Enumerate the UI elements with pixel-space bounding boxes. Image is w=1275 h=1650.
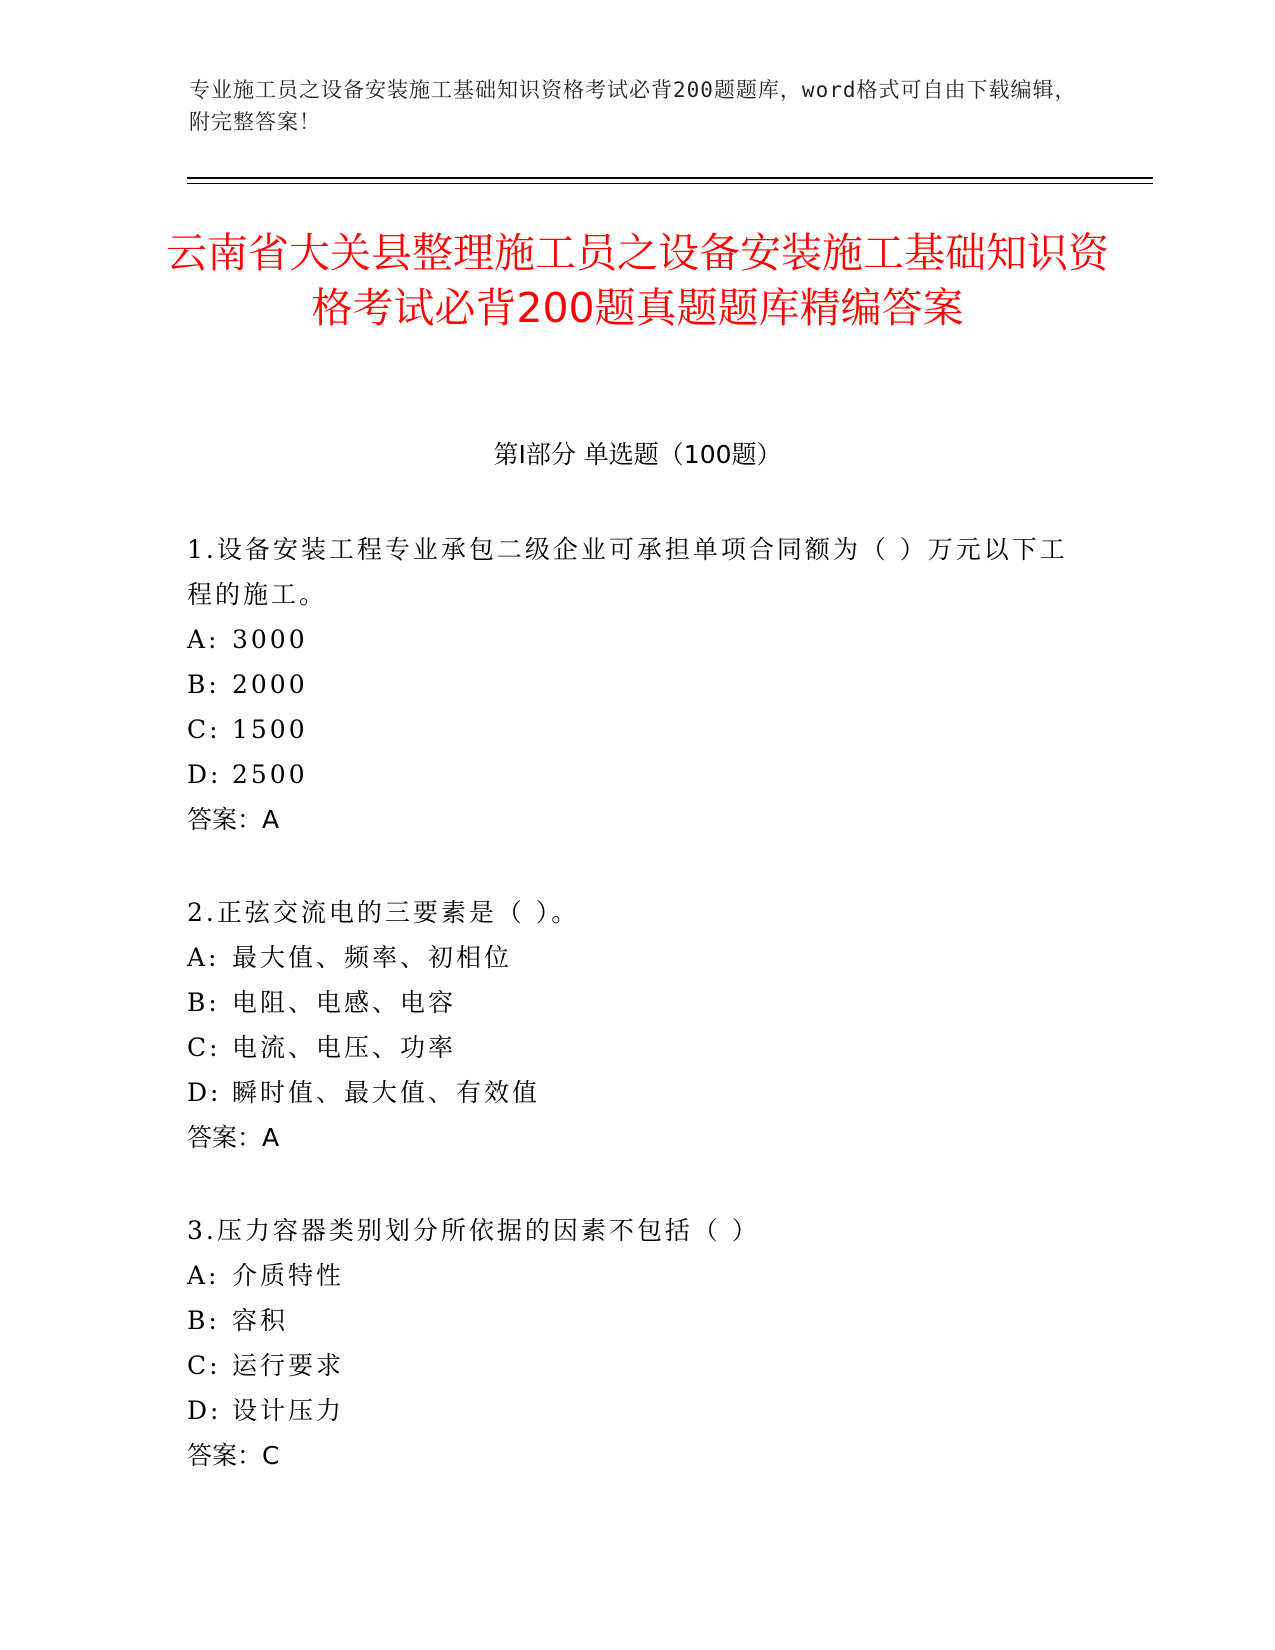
option-key: A: (187, 943, 220, 972)
option-text: 设计压力 (232, 1396, 345, 1425)
option-c (187, 1343, 1087, 1388)
question-stem: 3.压力容器类别划分所依据的因素不包括（ ） (187, 1216, 760, 1245)
option-text: 3000 (232, 625, 308, 654)
document-title: 云南省大关县整理施工员之设备安装施工基础知识资格考试必背200题真题题库精编答案 (166, 229, 1109, 332)
option-a (187, 935, 1087, 980)
option-key: A: (187, 1261, 220, 1290)
option-key: D: (187, 760, 222, 789)
section-title: 第Ⅰ部分 单选题（100题） (493, 440, 782, 469)
option-key: B: (187, 670, 220, 699)
header-note: 专业施工员之设备安装施工基础知识资格考试必背200题题库，word格式可自由下载编辑，附完整答案！ (189, 78, 1077, 134)
option-key: A: (187, 625, 220, 654)
option-b (187, 1298, 1087, 1343)
option-key: C: (187, 1033, 221, 1062)
option-d (187, 1070, 1087, 1115)
option-c (187, 1025, 1087, 1070)
question-stem: 2.正弦交流电的三要素是（ ）。 (187, 898, 580, 927)
option-key: B: (187, 1306, 220, 1335)
option-text: 瞬时值、最大值、有效值 (232, 1078, 541, 1107)
option-d (187, 1388, 1087, 1433)
option-text: 运行要求 (232, 1351, 345, 1380)
option-text: 电阻、电感、电容 (232, 988, 457, 1017)
option-key: D: (187, 1078, 222, 1107)
question-answer: 答案：C (187, 1441, 280, 1470)
question-item (187, 890, 1087, 1160)
option-text: 最大值、频率、初相位 (232, 943, 513, 972)
option-c (187, 707, 1087, 752)
question-item (187, 1208, 1087, 1478)
option-text: 1500 (232, 715, 308, 744)
option-key: D: (187, 1396, 222, 1425)
question-answer: 答案：A (187, 1123, 280, 1152)
option-b (187, 980, 1087, 1025)
option-text: 介质特性 (232, 1261, 345, 1290)
option-key: C: (187, 715, 221, 744)
question-item (187, 527, 1087, 842)
option-a (187, 1253, 1087, 1298)
question-stem: 1.设备安装工程专业承包二级企业可承担单项合同额为（ ）万元以下工程的施工。 (187, 535, 1068, 609)
question-answer: 答案：A (187, 805, 280, 834)
option-text: 2500 (232, 760, 308, 789)
option-d (187, 752, 1087, 797)
option-a (187, 617, 1087, 662)
option-b (187, 662, 1087, 707)
option-key: B: (187, 988, 220, 1017)
question-list (187, 527, 1087, 1526)
option-text: 容积 (232, 1306, 289, 1335)
option-text: 2000 (232, 670, 308, 699)
header-divider-thin (187, 183, 1153, 184)
option-key: C: (187, 1351, 221, 1380)
header-divider-thick (187, 177, 1153, 179)
option-text: 电流、电压、功率 (232, 1033, 457, 1062)
